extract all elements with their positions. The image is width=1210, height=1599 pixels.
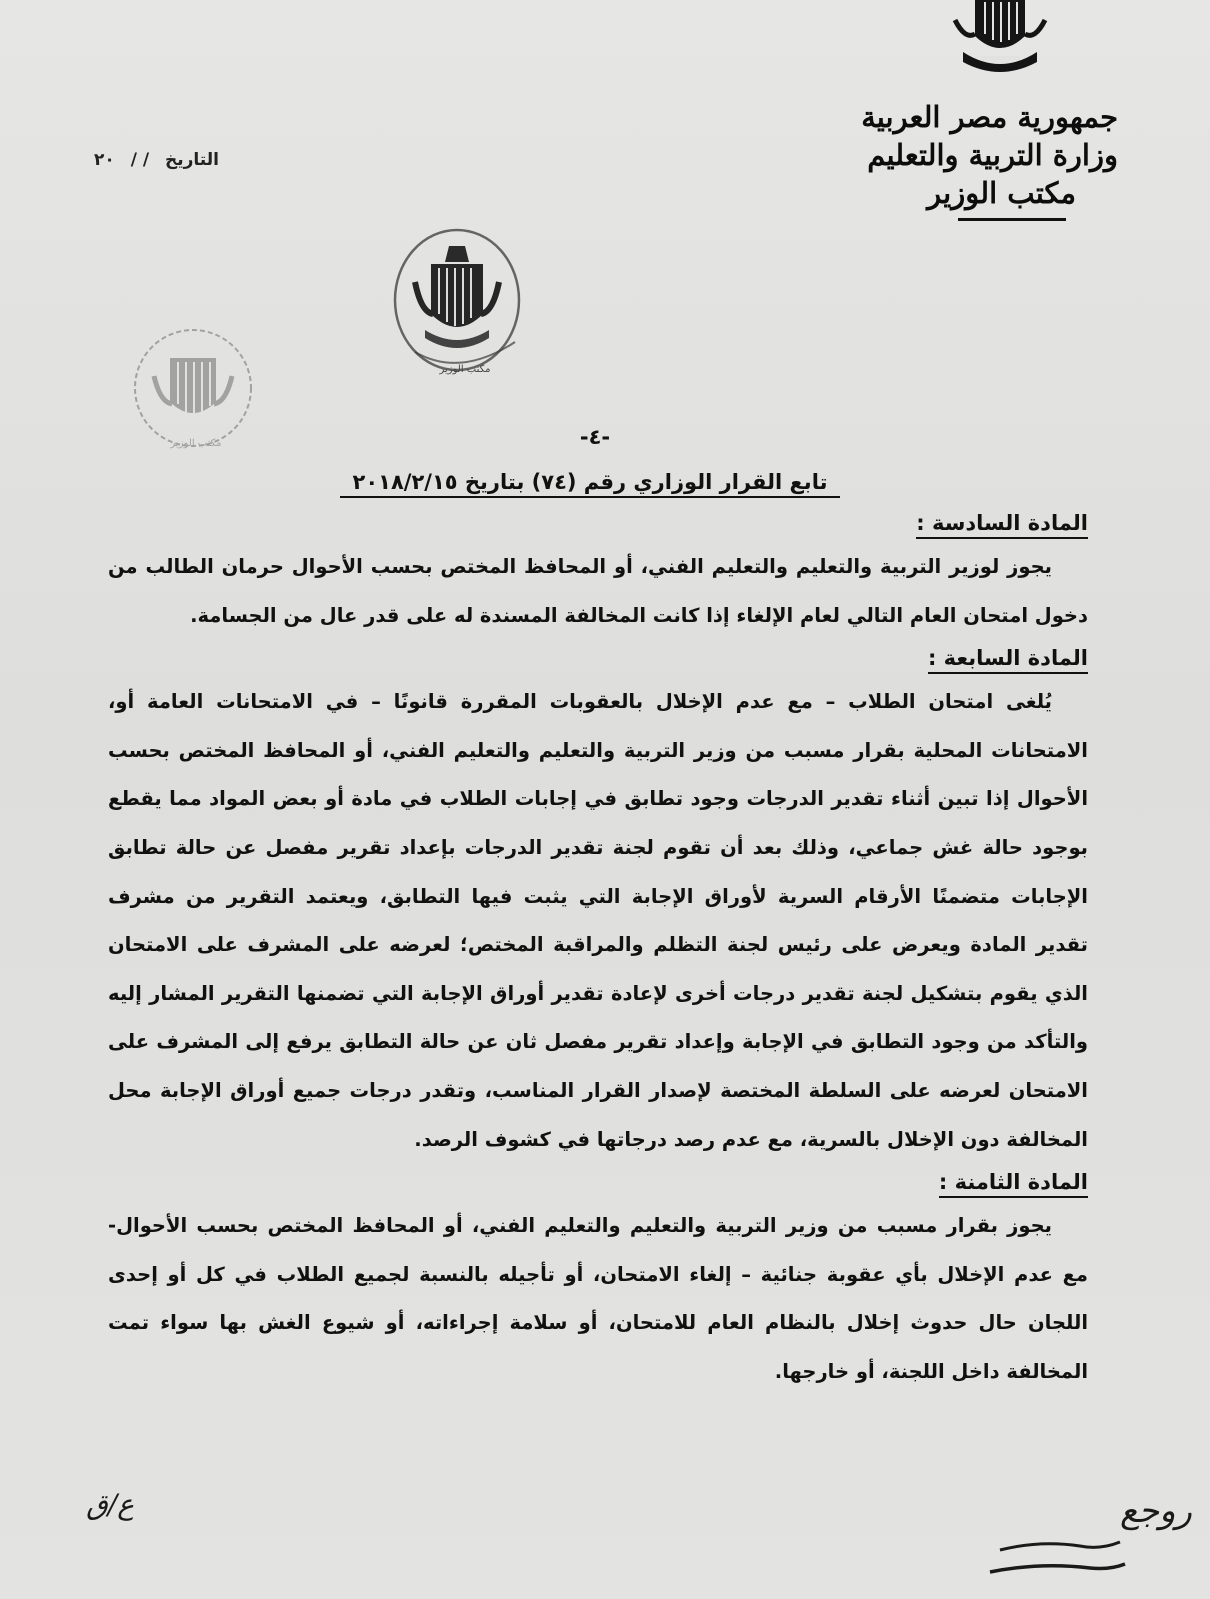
date-separators: / / — [130, 150, 150, 170]
country-name: جمهورية مصر العربية — [861, 100, 1118, 134]
header-underline — [958, 218, 1066, 221]
letterhead — [848, 98, 1118, 221]
page-number: -٤- — [579, 425, 611, 449]
reviewed-signature — [980, 1480, 1192, 1590]
article-7 — [108, 640, 1088, 1164]
reviewed-initials: روجع — [1120, 1491, 1192, 1531]
article-heading: المادة السابعة : — [928, 646, 1088, 674]
article-heading: المادة الثامنة : — [939, 1170, 1088, 1198]
eagle-emblem-icon — [945, 0, 1055, 72]
article-text: يُلغى امتحان الطلاب – مع عدم الإخلال بالعقوبات المقررة قانونًا – في الامتحانات العامة أو، الامتحانات المحلية بقرار مسبب من وزير التربية والتعليم والتعليم الفني، أو المحافظ المختص بحسب الأحوال إذا تبين أثناء تقدير الدرجات وجود تطابق في إجابات الطلاب في مادة أو بعض المواد مما يقطع بوجود حالة غش جماعي، وذلك بعد أن تقوم لجنة تقدير الدرجات بإعداد تقرير مفصل عن حالة تطابق الإجابات متضمنًا الأرقام السرية لأوراق الإجابة التي يثبت فيها التطابق، ويعتمد التقرير من مشرف تقدير المادة ويعرض على رئيس لجنة التظلم والمراقبة المختص؛ لعرضه على المشرف على الامتحان الذي يقوم بتشكيل لجنة تقدير درجات أخرى لإعادة تقدير أوراق الإجابة التي تضمنها التقرير المشار إليه والتأكد من وجود التطابق في الإجابة وإعداد تقرير مفصل ثان عن حالة التطابق يرفع إلى المشرف على الامتحان لعرضه على السلطة المختصة لإصدار القرار المناسب، وتقدر درجات جميع أوراق الإجابة محل المخالفة دون الإخلال بالسرية، مع عدم رصد درجاتها في كشوف الرصد. — [108, 690, 1088, 1151]
decree-title: تابع القرار الوزاري رقم (٧٤) بتاريخ ٢٠١٨/٢/١٥ — [340, 470, 840, 498]
article-heading: المادة السادسة : — [916, 511, 1088, 539]
date-year-prefix: ٢٠ — [94, 150, 115, 170]
article-8 — [108, 1164, 1088, 1396]
margin-initials-text: ع/ق — [86, 1488, 134, 1521]
article-text: يجوز لوزير التربية والتعليم والتعليم الفني، أو المحافظ المختص بحسب الأحوال حرمان الطالب من دخول امتحان العام التالي لعام الإلغاء إذا كانت المخالفة المسندة له على قدر عال من الجسامة. — [108, 555, 1088, 627]
margin-initials — [70, 1470, 150, 1540]
faint-stamp-icon — [118, 322, 268, 460]
faint-stamp-caption: مكتب الوزير — [170, 438, 222, 449]
ministry-name: وزارة التربية والتعليم — [867, 138, 1118, 172]
office-stamp-icon — [385, 222, 535, 380]
date-field — [84, 150, 219, 170]
article-text: يجوز بقرار مسبب من وزير التربية والتعليم والتعليم الفني، أو المحافظ المختص بحسب الأحوال- مع عدم الإخلال بأي عقوبة جنائية – إلغاء الامتحان، أو تأجيله بالنسبة لجميع الطلاب في كل أو إحدى اللجان حال حدوث إخلال بالنظام العام للامتحان، أو سلامة إجراءاته، أو شيوع الغش بها سواء تمت المخالفة داخل اللجنة، أو خارجها. — [108, 1214, 1088, 1383]
office-name: مكتب الوزير — [927, 176, 1076, 210]
article-6 — [108, 505, 1088, 640]
document-body — [108, 505, 1088, 1397]
date-label: التاريخ — [164, 150, 219, 170]
stamp-caption: مكتب الوزير — [439, 364, 491, 375]
